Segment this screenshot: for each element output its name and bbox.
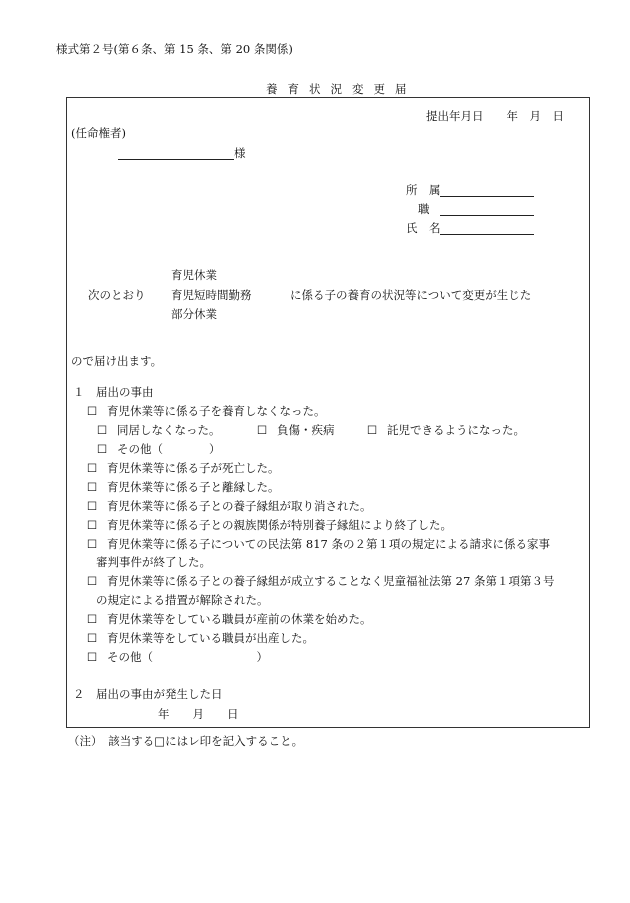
reason-item: ☐ その他（ ） [86, 650, 268, 664]
position-label: 職 [418, 202, 430, 216]
name-label: 氏 名 [406, 221, 441, 235]
option-short-hours: 育児短時間勤務 [171, 288, 252, 302]
statement-suffix: に係る子の養育の状況等について変更が生じた [290, 288, 532, 302]
reason-item: ☐ 育児休業等をしている職員が産前の休業を始めた。 [86, 612, 372, 626]
reason-item: ☐ 育児休業等に係る子と離縁した。 [86, 480, 280, 494]
form-title [266, 84, 407, 96]
title-char: 状 [309, 82, 321, 96]
title-char: 届 [395, 82, 407, 96]
checkbox[interactable]: ☐ [86, 404, 98, 418]
checkbox[interactable]: ☐ [86, 518, 98, 532]
affiliation-field[interactable] [440, 196, 534, 197]
addressee-field[interactable] [118, 159, 234, 160]
section1-heading: １ 届出の事由 [73, 385, 154, 399]
subreason-item: ☐ 同居しなくなった。 [96, 423, 221, 437]
footnote: （注） 該当する□にはレ印を記入すること。 [68, 734, 304, 748]
addressee-suffix: 様 [234, 146, 246, 160]
checkbox[interactable]: ☐ [86, 461, 98, 475]
option-childcare-leave: 育児休業 [171, 268, 217, 282]
subreason-item: ☐ その他（ ） [96, 442, 221, 456]
subreason-item: ☐ 託児できるようになった。 [366, 423, 525, 437]
checkbox[interactable]: ☐ [86, 537, 98, 551]
reason-item: ☐ 育児休業等に係る子との養子縁組が取り消された。 [86, 499, 372, 513]
subreason-item: ☐ 負傷・疾病 [256, 423, 335, 437]
checkbox[interactable]: ☐ [96, 423, 108, 437]
checkbox[interactable]: ☐ [86, 631, 98, 645]
affiliation-label: 所 属 [406, 183, 441, 197]
checkbox[interactable]: ☐ [86, 480, 98, 494]
position-field[interactable] [440, 215, 534, 216]
checkbox[interactable]: ☐ [96, 442, 108, 456]
checkbox[interactable]: ☐ [86, 650, 98, 664]
title-char: 更 [373, 82, 385, 96]
reason-item: ☐ 育児休業等に係る子についての民法第 817 条の２第１項の規定による請求に係る家事 [86, 537, 551, 551]
reason-item-continuation: の規定による措置が解除された。 [96, 593, 269, 607]
section2-heading: ２ 届出の事由が発生した日 [73, 687, 223, 701]
reason-item: ☐ 育児休業等に係る子との親族関係が特別養子縁組により終了した。 [86, 518, 452, 532]
checkbox[interactable]: ☐ [366, 423, 378, 437]
reason-item-continuation: 審判事件が終了した。 [96, 555, 211, 569]
statement-prefix: 次のとおり [88, 288, 146, 302]
checkbox[interactable]: ☐ [86, 612, 98, 626]
reason-item: ☐ 育児休業等に係る子を養育しなくなった。 [86, 404, 326, 418]
addressee-label: (任命権者) [71, 126, 126, 140]
title-char: 育 [287, 82, 299, 96]
form-number: 様式第２号(第６条、第 15 条、第 20 条関係) [56, 42, 293, 56]
title-char: 況 [330, 82, 342, 96]
title-char: 変 [352, 82, 364, 96]
title-char: 養 [266, 82, 278, 96]
reason-item: ☐ 育児休業等に係る子が死亡した。 [86, 461, 280, 475]
checkbox[interactable]: ☐ [256, 423, 268, 437]
reason-item: ☐ 育児休業等をしている職員が出産した。 [86, 631, 314, 645]
name-field[interactable] [440, 234, 534, 235]
option-partial-leave: 部分休業 [171, 307, 217, 321]
submission-date: 提出年月日 年 月 日 [426, 109, 564, 123]
checkbox[interactable]: ☐ [86, 574, 98, 588]
reason-item: ☐ 育児休業等に係る子との養子縁組が成立することなく児童福祉法第 27 条第１項第３号 [86, 574, 555, 588]
checkbox[interactable]: ☐ [86, 499, 98, 513]
occurrence-date: 年 月 日 [158, 707, 239, 721]
statement-continuation: ので届け出ます。 [71, 354, 163, 368]
